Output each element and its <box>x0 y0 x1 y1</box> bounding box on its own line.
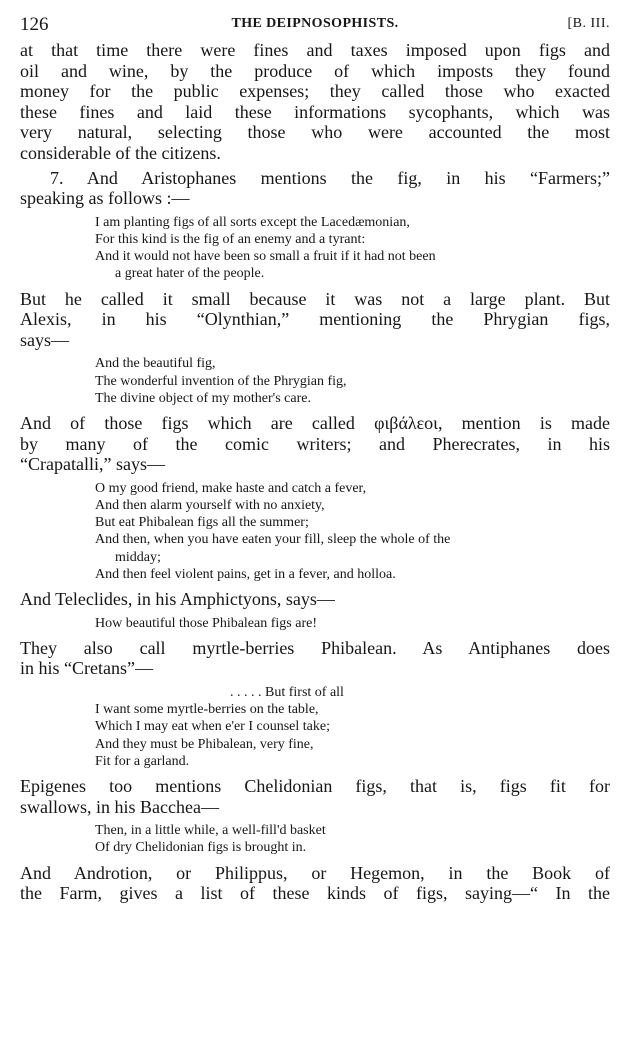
text-line: swallows, in his Bacchea— <box>20 796 219 817</box>
text-line: says— <box>20 329 69 350</box>
verse-line: How beautiful those Phibalean figs are! <box>95 615 317 631</box>
verse-amphictyons-quote <box>20 615 610 632</box>
verse-line: I am planting figs of all sorts except the Lacedæmonian, <box>95 214 410 230</box>
page-number: 126 <box>20 14 49 35</box>
verse-line: Fit for a garland. <box>95 753 190 769</box>
text-line: at that time there were fines and taxes imposed upon figs and <box>20 40 610 60</box>
text-line: very natural, selecting those who were accounted the most <box>20 122 610 143</box>
paragraph-phibalean-figs <box>20 413 610 475</box>
text-line: the Farm, gives a list of these kinds of figs, saying—“ In the <box>20 883 610 904</box>
verse-line: And then, when you have eaten your fill, sleep the whole of the <box>95 532 451 548</box>
verse-line: And the beautiful fig, <box>95 356 216 372</box>
text-line: “Crapatalli,” says— <box>20 454 165 475</box>
text-line: Epigenes too mentions Chelidonian figs, that is, figs fit for <box>20 775 610 796</box>
verse-line: midday; <box>115 549 161 565</box>
text-line: And of those figs which are called φιβάλεοι, mention is made <box>20 412 610 433</box>
text-line: And Teleclides, in his Amphictyons, says— <box>20 588 335 609</box>
verse-line: And they must be Phibalean, very fine, <box>95 736 314 752</box>
book-reference: [B. III. <box>567 16 610 31</box>
text-line: They also call myrtle-berries Phibalean. As Antiphanes does <box>20 637 610 658</box>
paragraph-myrtle-berries <box>20 638 610 679</box>
verse-line: And then alarm yourself with no anxiety, <box>95 497 325 513</box>
verse-olynthian-quote <box>20 355 610 407</box>
verse-line: I want some myrtle-berries on the table, <box>95 702 319 718</box>
paragraph-alexis <box>20 289 610 351</box>
running-title: THE DEIPNOSOPHISTS. <box>231 16 399 31</box>
paragraph-fines-and-taxes <box>20 40 610 164</box>
verse-line: Then, in a little while, a well-fill'd basket <box>95 823 326 839</box>
verse-line: For this kind is the fig of an enemy and a tyrant: <box>95 231 366 247</box>
verse-line: Which I may eat when e'er I counsel take; <box>95 719 330 735</box>
paragraph-teleclides <box>20 589 610 610</box>
paragraph-aristophanes <box>20 168 610 209</box>
text-line: And Androtion, or Philippus, or Hegemon, in the Book of <box>20 862 610 883</box>
paragraph-epigenes <box>20 776 610 817</box>
verse-line: The wonderful invention of the Phrygian fig, <box>95 373 347 389</box>
text-line: these fines and laid these informations sycophants, which was <box>20 101 610 122</box>
verse-line: a great hater of the people. <box>115 266 265 282</box>
paragraph-androtion <box>20 863 610 904</box>
text-line: considerable of the citizens. <box>20 142 221 163</box>
verse-line: Of dry Chelidonian figs is brought in. <box>95 840 307 856</box>
verse-line: But eat Phibalean figs all the summer; <box>95 515 309 531</box>
text-line: speaking as follows :— <box>20 188 190 209</box>
running-header <box>20 14 610 40</box>
verse-cretans-quote <box>20 684 610 770</box>
verse-line: And it would not have been so small a fruit if it had not been <box>95 249 436 265</box>
text-line: by many of the comic writers; and Pherecrates, in his <box>20 433 610 454</box>
verse-farmers-quote <box>20 214 610 283</box>
verse-bacchea-quote <box>20 822 610 856</box>
text-line: But he called it small because it was not a large plant. But <box>20 288 610 309</box>
text-line: Alexis, in his “Olynthian,” mentioning the Phrygian figs, <box>20 309 610 330</box>
verse-line: And then feel violent pains, get in a fever, and holloa. <box>95 566 396 582</box>
verse-line: . . . . . But first of all <box>230 684 344 700</box>
verse-line: O my good friend, make haste and catch a fever, <box>95 480 367 496</box>
text-line: money for the public expenses; they called those who exacted <box>20 81 610 102</box>
verse-line: The divine object of my mother's care. <box>95 390 311 406</box>
book-page <box>20 14 610 904</box>
text-line: in his “Cretans”— <box>20 658 153 679</box>
text-line: oil and wine, by the produce of which imposts they found <box>20 60 610 81</box>
verse-crapatalli-quote <box>20 480 610 583</box>
text-line: 7. And Aristophanes mentions the fig, in his “Farmers;” <box>50 167 610 188</box>
